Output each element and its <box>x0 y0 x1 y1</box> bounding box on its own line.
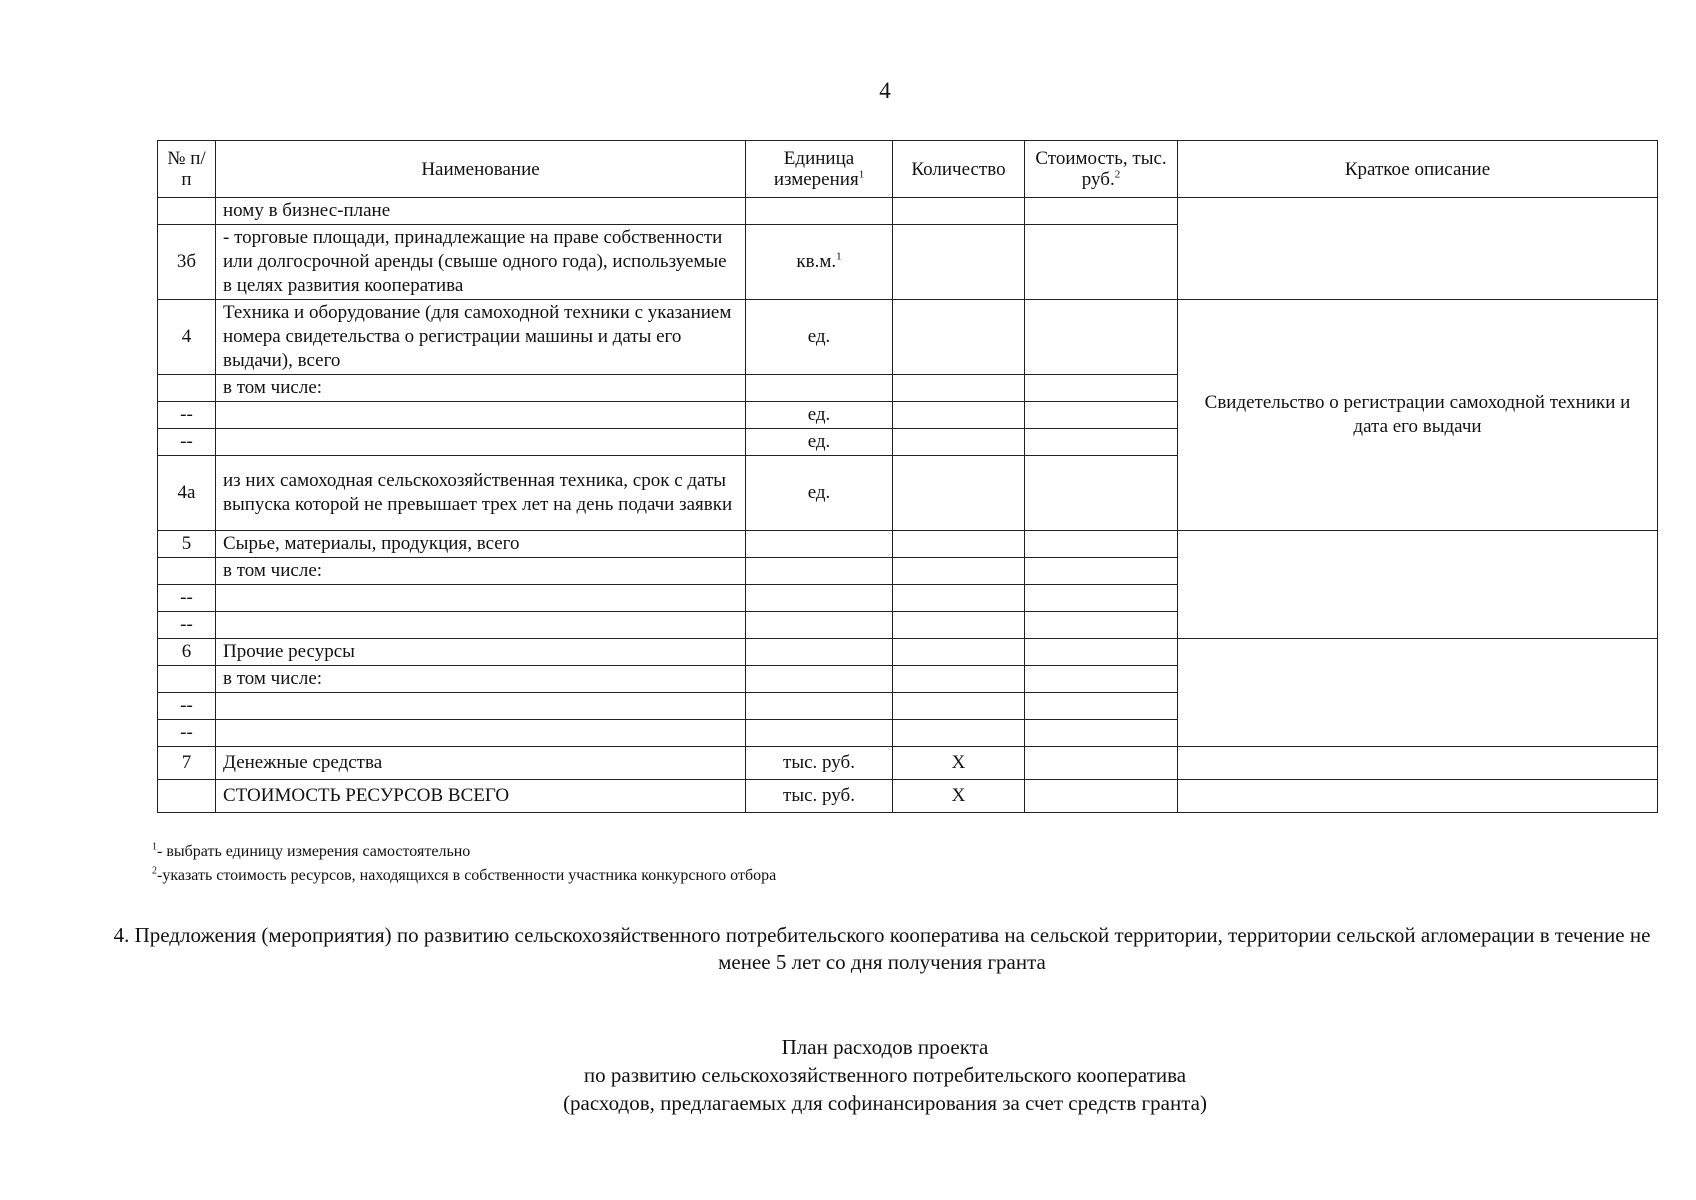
row-qty <box>893 720 1025 747</box>
desc-cell-areas <box>1178 198 1658 300</box>
footnote: $^1$- выбрать единицу измерения самостоятельно <box>152 841 471 860</box>
row-cost <box>1025 747 1178 780</box>
row-cost <box>1025 402 1178 429</box>
row-qty <box>893 693 1025 720</box>
row-cost <box>1025 225 1178 300</box>
desc-cell-materials <box>1178 531 1658 639</box>
row-qty <box>893 612 1025 639</box>
row-unit: тыс. руб. <box>746 747 893 780</box>
row-unit <box>746 666 893 693</box>
row-cost <box>1025 429 1178 456</box>
plan-title-line: по развитию сельскохозяйственного потребительского кооператива <box>583 1063 1187 1087</box>
row-qty <box>893 531 1025 558</box>
row-num: 3б <box>158 225 216 300</box>
header-qty: Количество <box>893 141 1025 198</box>
plan-title-line: План расходов проекта <box>781 1035 989 1059</box>
row-name: Сырье, материалы, продукция, всего <box>216 531 746 558</box>
row-unit: ед. <box>746 402 893 429</box>
section-4-heading: 4. Предложения (мероприятия) по развитию сельскохозяйственного потребительского кооператива на сельской территории, территории сельской агломерации в течение не менее 5 лет со дня получения гранта <box>113 923 1651 974</box>
table-row <box>158 747 1658 780</box>
row-unit <box>746 693 893 720</box>
plan-title <box>0 1033 1696 1117</box>
header-unit: Единица измерения$^1$ <box>746 141 893 198</box>
row-unit: тыс. руб. <box>746 780 893 813</box>
desc-cell-other <box>1178 639 1658 747</box>
row-num: 4а <box>158 456 216 531</box>
row-unit <box>746 612 893 639</box>
row-name <box>216 612 746 639</box>
row-num: 5 <box>158 531 216 558</box>
row-name <box>216 402 746 429</box>
row-qty <box>893 300 1025 375</box>
row-num: -- <box>158 585 216 612</box>
row-name: СТОИМОСТЬ РЕСУРСОВ ВСЕГО <box>216 780 746 813</box>
row-num: -- <box>158 720 216 747</box>
table-row <box>158 639 1658 666</box>
row-cost <box>1025 375 1178 402</box>
row-unit <box>746 198 893 225</box>
row-name: ному в бизнес-плане <box>216 198 746 225</box>
resources-table <box>157 140 1658 813</box>
row-num <box>158 780 216 813</box>
row-unit <box>746 375 893 402</box>
row-unit <box>746 558 893 585</box>
row-name: Денежные средства <box>216 747 746 780</box>
row-qty <box>893 225 1025 300</box>
row-num: -- <box>158 612 216 639</box>
header-num: № п/п <box>158 141 216 198</box>
row-num <box>158 558 216 585</box>
row-name: Прочие ресурсы <box>216 639 746 666</box>
row-num: 4 <box>158 300 216 375</box>
plan-title-line: (расходов, предлагаемых для софинансирования за счет средств гранта) <box>563 1091 1207 1115</box>
row-unit: ед. <box>746 456 893 531</box>
row-unit <box>746 720 893 747</box>
row-qty <box>893 429 1025 456</box>
desc-cell-tech: Свидетельство о регистрации самоходной техники и дата его выдачи <box>1178 300 1658 531</box>
row-name <box>216 693 746 720</box>
table-row <box>158 780 1658 813</box>
row-name <box>216 585 746 612</box>
row-name: - торговые площади, принадлежащие на праве собственности или долгосрочной аренды (свыше одного года), используемые в целях развития кооператива <box>216 225 746 300</box>
row-name: в том числе: <box>216 666 746 693</box>
row-qty <box>893 198 1025 225</box>
row-cost <box>1025 612 1178 639</box>
row-cost <box>1025 558 1178 585</box>
row-cost <box>1025 300 1178 375</box>
row-unit: ед. <box>746 429 893 456</box>
row-cost <box>1025 456 1178 531</box>
row-num <box>158 375 216 402</box>
table-row <box>158 300 1658 375</box>
row-name: из них самоходная сельскохозяйственная техника, срок с даты выпуска которой не превышает трех лет на день подачи заявки <box>216 456 746 531</box>
row-qty <box>893 639 1025 666</box>
row-cost <box>1025 693 1178 720</box>
row-name <box>216 720 746 747</box>
row-cost <box>1025 639 1178 666</box>
row-qty: Х <box>893 780 1025 813</box>
row-desc <box>1178 747 1658 780</box>
header-desc: Краткое описание <box>1178 141 1658 198</box>
table-row <box>158 198 1658 225</box>
row-num: -- <box>158 693 216 720</box>
row-num <box>158 198 216 225</box>
row-qty <box>893 666 1025 693</box>
footnotes <box>152 840 776 888</box>
row-cost <box>1025 780 1178 813</box>
row-num: -- <box>158 402 216 429</box>
row-name <box>216 429 746 456</box>
row-unit <box>746 585 893 612</box>
row-unit <box>746 639 893 666</box>
row-num <box>158 666 216 693</box>
row-unit: кв.м.$^1$ <box>746 225 893 300</box>
row-qty <box>893 456 1025 531</box>
row-cost <box>1025 531 1178 558</box>
page-number: 4 <box>879 78 891 103</box>
row-qty <box>893 402 1025 429</box>
footnote: $^2$-указать стоимость ресурсов, находящихся в собственности участника конкурсного отбора <box>152 865 777 884</box>
header-cost: Стоимость, тыс. руб.$^2$ <box>1025 141 1178 198</box>
row-qty: Х <box>893 747 1025 780</box>
row-qty <box>893 558 1025 585</box>
row-cost <box>1025 720 1178 747</box>
row-qty <box>893 375 1025 402</box>
row-unit <box>746 531 893 558</box>
row-cost <box>1025 198 1178 225</box>
row-name: в том числе: <box>216 375 746 402</box>
row-cost <box>1025 666 1178 693</box>
table-header-row <box>158 141 1658 198</box>
row-num: 6 <box>158 639 216 666</box>
row-cost <box>1025 585 1178 612</box>
row-name: в том числе: <box>216 558 746 585</box>
row-unit: ед. <box>746 300 893 375</box>
row-desc <box>1178 780 1658 813</box>
row-name: Техника и оборудование (для самоходной техники с указанием номера свидетельства о регистрации машины и даты его выдачи), всего <box>216 300 746 375</box>
table-row <box>158 531 1658 558</box>
row-qty <box>893 585 1025 612</box>
header-name: Наименование <box>216 141 746 198</box>
row-num: 7 <box>158 747 216 780</box>
row-num: -- <box>158 429 216 456</box>
